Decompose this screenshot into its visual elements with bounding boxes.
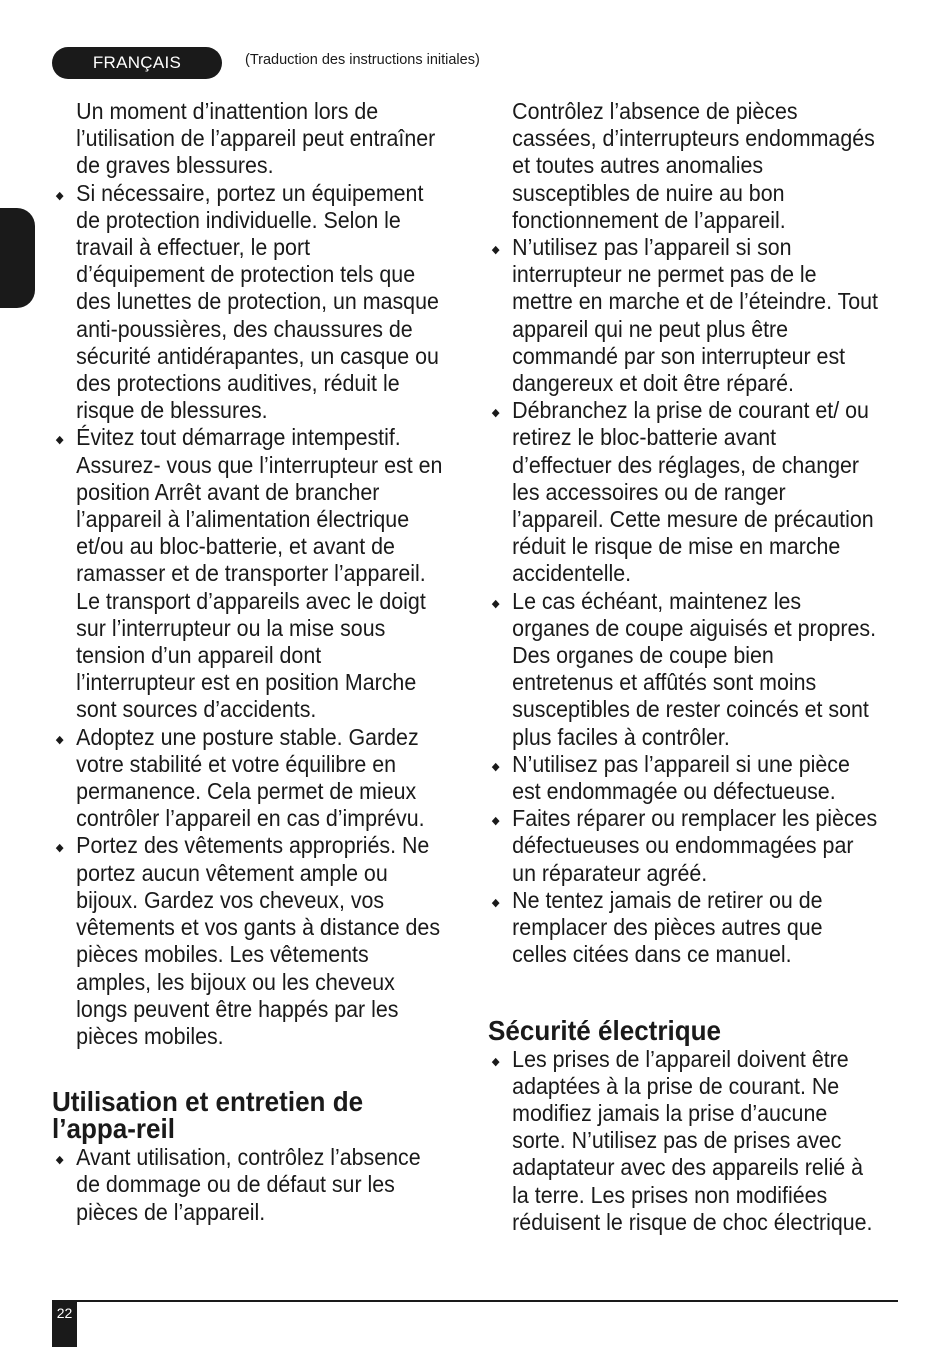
list-item-text: ◆ Portez des vêtements appropriés. Ne portez aucun vêtement ample ou bijoux. Gardez vos cheveux, vos vêtements et vos gants à distance des pièces mobiles. Les vêtements amples, les bijoux ou les cheveux longs peuvent être happés par les pièces mobiles. <box>76 832 441 1049</box>
list-item <box>52 1144 443 1226</box>
page-number: 22 <box>52 1300 77 1347</box>
list-item <box>52 424 443 723</box>
list-item <box>52 724 443 833</box>
list-item <box>52 832 443 1050</box>
section-heading-usage: Utilisation et entretien de l’appa-reil <box>52 1086 364 1145</box>
list-item <box>488 805 879 887</box>
list-item <box>488 234 879 397</box>
section-heading-electrical: Sécurité électrique <box>488 1014 722 1046</box>
list-item-text: ◆ N’utilisez pas l’appareil si son interrupteur ne permet pas de le mettre en marche et de l’éteindre. Tout appareil qui ne peut plus être commandé par son interrupteur est dangereux et doit être réparé. <box>512 234 879 397</box>
list-item-text: ◆ Adoptez une posture stable. Gardez votre stabilité et votre équilibre en permanence. Cela permet de mieux contrôler l’appareil en cas d’imprévu. <box>76 723 425 832</box>
list-item-text: ◆ Évitez tout démarrage intempestif. Assurez- vous que l’interrupteur est en position Arrêt avant de brancher l’appareil à l’alimentation électrique et/ou au bloc-batterie, et avant de ramasser et de transporter l’appareil. Le transport d’appareils avec le doigt sur l’interrupteur ou la mise sous tension d’un appareil dont l’interrupteur est en position Marche sont sources d’accidents. <box>76 424 443 723</box>
list-item-text: ◆ Les prises de l’appareil doivent être adaptées à la prise de courant. Ne modifiez jamais la prise d’aucune sorte. N’utilisez pas de prises avec adaptateur avec des appareils relié à la terre. Les prises non modifiées réduisent le risque de choc électrique. <box>512 1045 873 1235</box>
list-item-text: ◆ Faites réparer ou remplacer les pièces défectueuses ou endommagées par un réparateur agréé. <box>512 805 878 886</box>
language-badge: FRANÇAIS <box>52 47 222 79</box>
list-item <box>488 751 879 805</box>
section-tab-marker <box>0 208 35 308</box>
list-item <box>488 887 879 969</box>
list-item-text: ◆ Débranchez la prise de courant et/ ou retirez le bloc-batterie avant d’effectuer des réglages, de changer les accessoires ou de ranger l’appareil. Cette mesure de précaution réduit le risque de mise en marche accidentelle. <box>512 397 874 587</box>
intro-text: Contrôlez l’absence de pièces cassées, d’interrupteurs endommagés et toutes autres anomalies susceptibles de nuire au bon fonctionnement de l’appareil. <box>512 98 875 233</box>
left-column <box>52 98 443 1226</box>
translation-note: (Traduction des instructions initiales) <box>245 52 480 68</box>
list-item <box>52 180 443 425</box>
list-item-text: ◆ Avant utilisation, contrôlez l’absence de dommage ou de défaut sur les pièces de l’appareil. <box>76 1144 421 1225</box>
list-item <box>488 588 879 751</box>
list-item-text: ◆ Si nécessaire, portez un équipement de protection individuelle. Selon le travail à effectuer, le port d’équipement de protection tels que des lunettes de protection, un masque anti-poussières, des chaussures de sécurité antidérapantes, un casque ou des protections auditives, réduit le risque de blessures. <box>76 179 439 424</box>
list-item-text: ◆ Ne tentez jamais de retirer ou de remplacer des pièces autres que celles citées dans ce manuel. <box>512 886 823 968</box>
right-column <box>488 98 879 1236</box>
intro-paragraph <box>488 98 879 234</box>
intro-text: Un moment d’inattention lors de l’utilisation de l’appareil peut entraîner de graves blessures. <box>76 98 436 179</box>
intro-paragraph <box>52 98 443 180</box>
list-item <box>488 397 879 587</box>
list-item-text: ◆ Le cas échéant, maintenez les organes de coupe aiguisés et propres. Des organes de coupe bien entretenus et affûtés sont moins susceptibles de rester coincés et sont plus faciles à contrôler. <box>512 587 877 750</box>
footer-divider <box>52 1300 898 1302</box>
list-item <box>488 1046 879 1236</box>
list-item-text: ◆ N’utilisez pas l’appareil si une pièce est endommagée ou défectueuse. <box>512 750 850 805</box>
